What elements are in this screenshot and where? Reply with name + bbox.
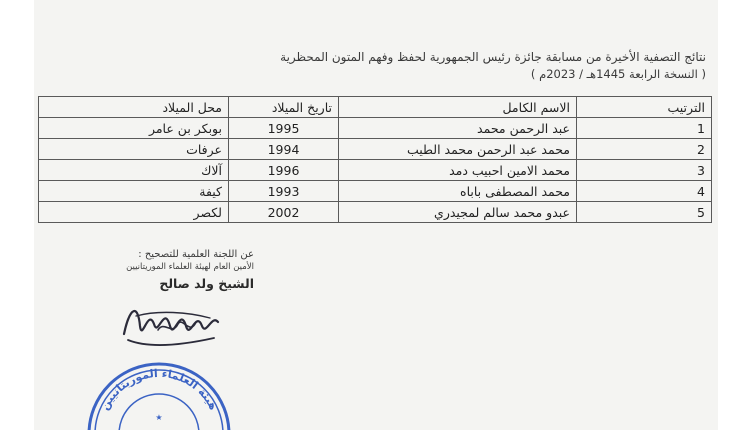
place-cell: لكصر	[39, 202, 229, 223]
place-cell: آلاك	[39, 160, 229, 181]
header-dob: تاريخ الميلاد	[229, 97, 339, 118]
name-cell: عبد الرحمن محمد	[339, 118, 577, 139]
name-cell: محمد الامين احبيب دمد	[339, 160, 577, 181]
table-row	[39, 139, 712, 160]
header-rank: الترتيب	[577, 97, 712, 118]
secretary-title: الأمين العام لهيئة العلماء الموريتانيين	[126, 262, 254, 272]
signatory-name: الشيخ ولد صالح	[159, 276, 254, 291]
name-cell: عبدو محمد سالم لمجيدري	[339, 202, 577, 223]
place-cell: كيفة	[39, 181, 229, 202]
dob-cell: 2002	[229, 202, 339, 223]
document-subtitle: ( النسخة الرابعة 1445هـ / 2023م )	[530, 67, 706, 81]
rank-cell: 4	[577, 181, 712, 202]
table-row	[39, 160, 712, 181]
dob-cell: 1996	[229, 160, 339, 181]
committee-block	[104, 248, 254, 293]
name-cell: محمد عبد الرحمن محمد الطيب	[339, 139, 577, 160]
rank-cell: 3	[577, 160, 712, 181]
rank-cell: 1	[577, 118, 712, 139]
place-cell: بوبكر بن عامر	[39, 118, 229, 139]
name-cell: محمد المصطفى باباه	[339, 181, 577, 202]
document-title: نتائج التصفية الأخيرة من مسابقة جائزة رئيس الجمهورية لحفظ وفهم المتون المحظرية	[280, 50, 706, 64]
svg-text:هيئة العلماء الموريتانيين: هيئة العلماء الموريتانيين	[97, 366, 221, 413]
table-row	[39, 181, 712, 202]
dob-cell: 1995	[229, 118, 339, 139]
official-seal	[84, 342, 234, 430]
header-place: محل الميلاد	[39, 97, 229, 118]
dob-cell: 1993	[229, 181, 339, 202]
results-table	[38, 96, 712, 223]
table-row	[39, 118, 712, 139]
table-header-row	[39, 97, 712, 118]
svg-text:★: ★	[155, 413, 163, 422]
committee-line: عن اللجنة العلمية للتصحيح :	[138, 249, 254, 260]
rank-cell: 5	[577, 202, 712, 223]
rank-cell: 2	[577, 139, 712, 160]
dob-cell: 1994	[229, 139, 339, 160]
place-cell: عرفات	[39, 139, 229, 160]
table-row	[39, 202, 712, 223]
header-name: الاسم الكامل	[339, 97, 577, 118]
